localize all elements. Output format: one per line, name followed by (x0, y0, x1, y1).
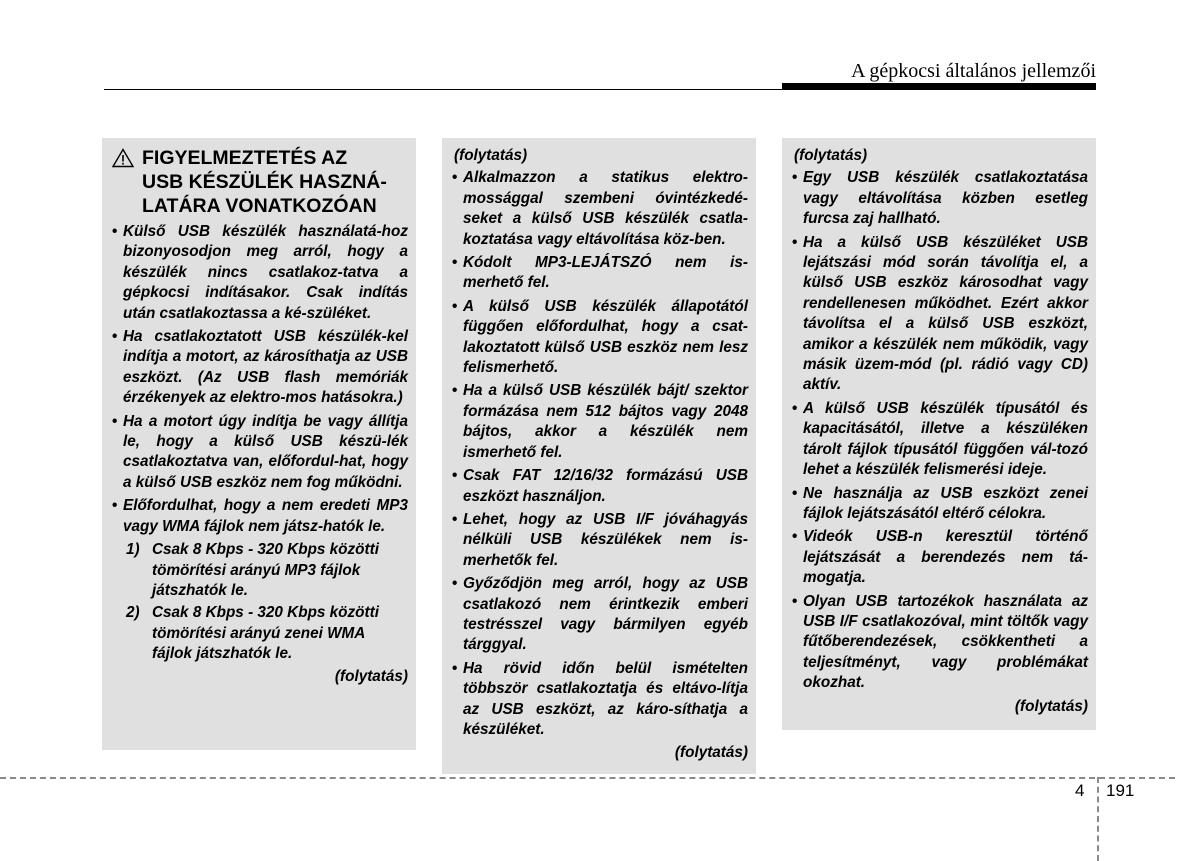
sub-list-text: Csak 8 Kbps - 320 Kbps közötti tömörítési arányú zenei WMA fájlok játszhatók le. (152, 604, 379, 663)
sub-list-number: 1) (126, 541, 140, 559)
sub-list (126, 540, 408, 664)
warning-list (112, 222, 408, 537)
list-item: • Videók USB-n keresztül történő lejátszását a berendezés nem tá-mogatja. (792, 527, 1088, 588)
header-accent-bar (782, 83, 1096, 90)
warning-heading (112, 146, 408, 218)
warning-title-line: LATÁRA VONATKOZÓAN (142, 195, 377, 217)
list-item: • Ne használja az USB eszközt zenei fájlok lejátszásától eltérő célokra. (792, 484, 1088, 525)
list-item: • A külső USB készülék típusától és kapacitásától, illetve a készüléken tárolt fájlok típusától függően vál-tozó lehet a készülék felismerési ideje. (792, 399, 1088, 481)
continued-top-label: (folytatás) (454, 147, 528, 164)
warning-list (792, 168, 1088, 693)
list-item: • Ha csatlakoztatott USB készülék-kel indítja a motort, az károsíthatja az USB eszközt. (Az USB flash memóriák érzékenyek az elektro-mos hatásokra.) (112, 327, 408, 409)
footer-dashed-divider (1097, 777, 1099, 861)
list-item: • Kódolt MP3-LEJÁTSZÓ nem is-merhető fel. (452, 253, 748, 294)
continued-top-label: (folytatás) (794, 147, 868, 164)
warning-title (142, 146, 387, 218)
continued-label: (folytatás) (674, 744, 748, 762)
list-item: • Egy USB készülék csatlakoztatása vagy eltávolítása közben esetleg furcsa zaj hallható. (792, 168, 1088, 229)
warning-triangle-icon (112, 148, 142, 174)
chapter-number: 4 (1075, 781, 1085, 800)
warning-list (452, 168, 748, 740)
sub-list-item (126, 540, 408, 601)
list-item: • Csak FAT 12/16/32 formázású USB eszközt használjon. (452, 466, 748, 507)
list-item: • Ha a külső USB készüléket USB lejátszási mód során távolítja el, a külső USB eszköz károsodhat vagy rendellenesen működhet. Ezért akkor távolítsa el a külső USB eszközt, amikor a készülék nem működik, vagy másik üzem-mód (pl. rádió vagy CD) aktív. (792, 233, 1088, 396)
warning-title-line: USB KÉSZÜLÉK HASZNÁ- (142, 171, 387, 193)
sub-list-item (126, 603, 408, 664)
list-item: • Ha rövid időn belül ismételten többször csatlakoztatja és eltávo-lítja az USB eszközt, az káro-síthatja a készüléket. (452, 659, 748, 741)
list-item: • Ha a külső USB készülék bájt/ szektor formázása nem 512 bájtos vagy 2048 bájtos, akkor a készülék nem ismerhető fel. (452, 381, 748, 463)
list-item: • Alkalmazzon a statikus elektro-mossággal szembeni óvintézkedé-seket a külső USB készülék csatla-koztatása vagy eltávolítása köz-ben. (452, 168, 748, 250)
warning-box-column-1 (102, 138, 416, 750)
warning-box-column-3 (782, 138, 1096, 730)
page-header-title: A gépkocsi általános jellemzői (851, 60, 1096, 82)
list-item: • Ha a motort úgy indítja be vagy állítja le, hogy a külső USB készü-lék csatlakoztatva van, előfordul-hat, hogy a külső USB eszköz nem fog működni. (112, 412, 408, 494)
warning-box-column-2 (442, 138, 756, 774)
list-item: • Külső USB készülék használatá-hoz bizonyosodjon meg arról, hogy a készülék nincs csatlakoz-tatva a gépkocsi indításakor. Csak indítás után csatlakoztassa a ké-szüléket. (112, 222, 408, 324)
page-number: 191 (1106, 781, 1135, 800)
list-item: • Előfordulhat, hogy a nem eredeti MP3 vagy WMA fájlok nem játsz-hatók le. (112, 496, 408, 537)
sub-list-number: 2) (126, 604, 140, 622)
list-item: • Olyan USB tartozékok használata az USB I/F csatlakozóval, mint töltők vagy fűtőberendezések, csökkentheti a teljesítményt, vagy problémákat okozhat. (792, 592, 1088, 694)
continued-label: (folytatás) (334, 667, 408, 685)
warning-title-line: FIGYELMEZTETÉS AZ (142, 147, 348, 169)
list-item: • Lehet, hogy az USB I/F jóváhagyás nélküli USB készülékek nem is-merhetők fel. (452, 510, 748, 571)
sub-list-text: Csak 8 Kbps - 320 Kbps közötti tömörítési arányú MP3 fájlok játszhatók le. (152, 541, 379, 599)
list-item: • Győződjön meg arról, hogy az USB csatlakozó nem érintkezik emberi testrésszel vagy bármilyen egyéb tárggyal. (452, 574, 748, 656)
list-item: • A külső USB készülék állapotától függően előfordulhat, hogy a csat-lakoztatott külső USB eszköz nem lesz felismerhető. (452, 297, 748, 379)
footer-dashed-rule (0, 777, 1175, 779)
continued-label: (folytatás) (1014, 697, 1088, 715)
